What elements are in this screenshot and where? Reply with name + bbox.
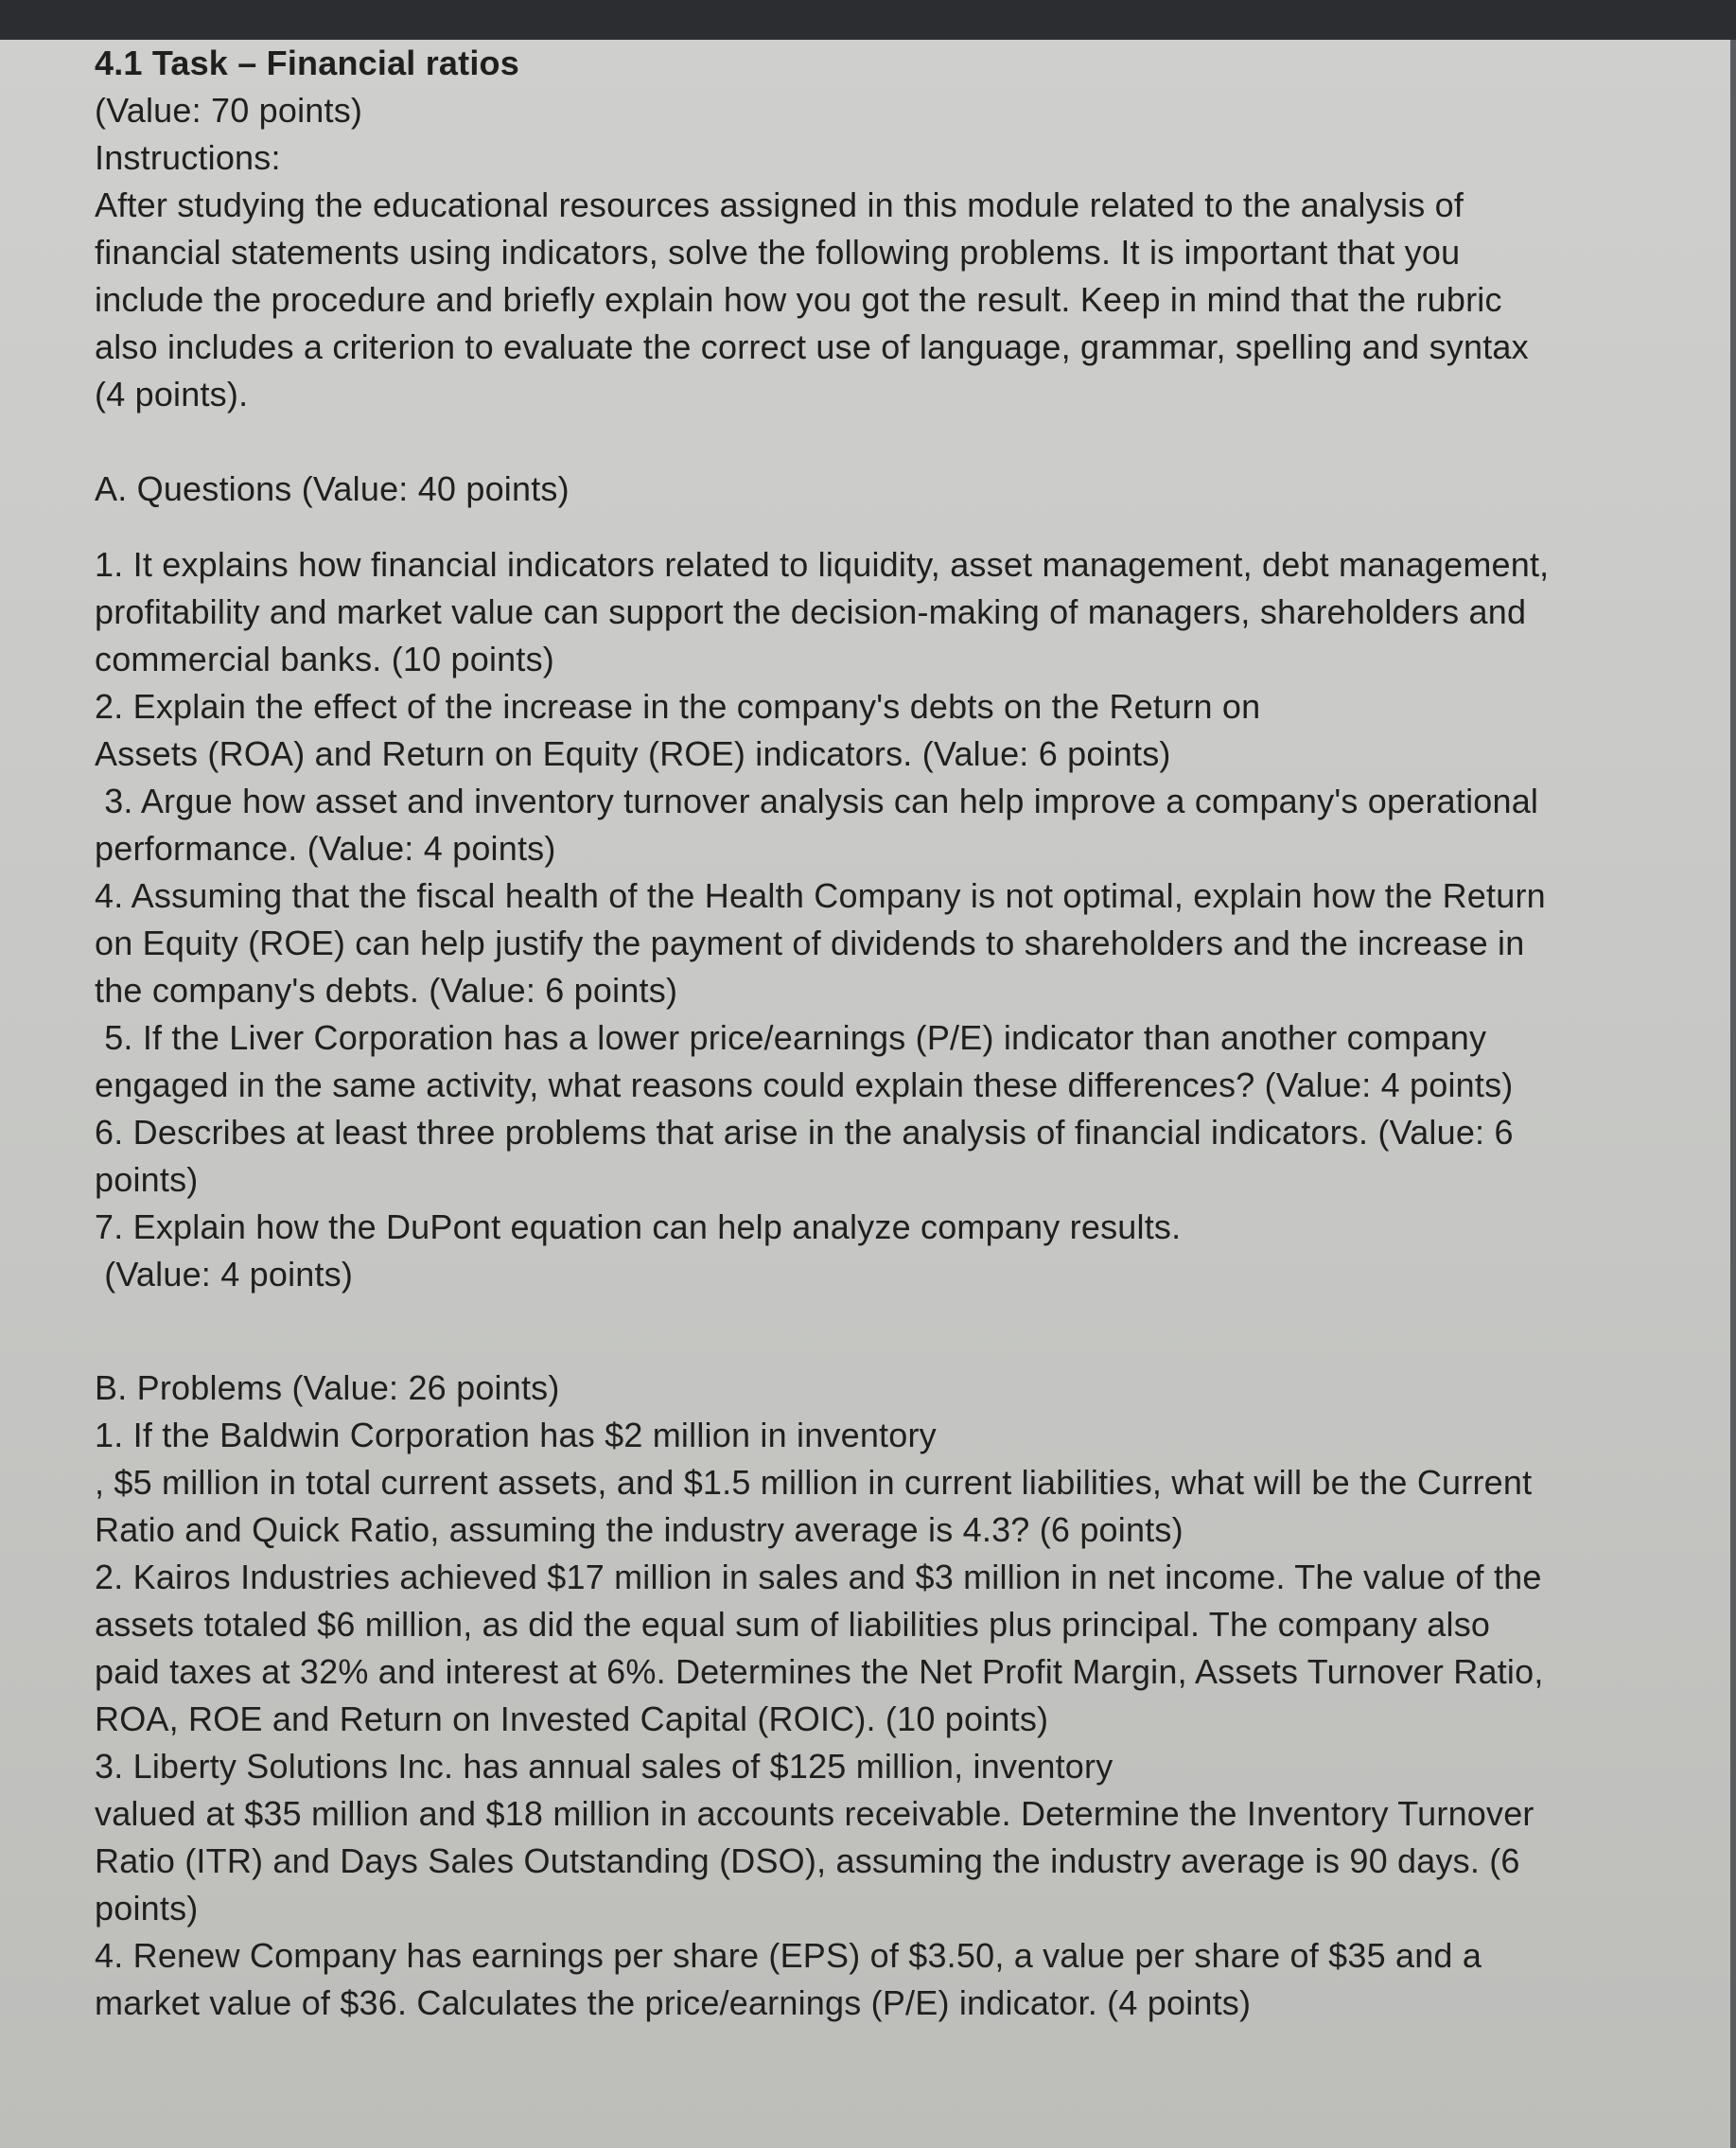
question-line: 3. Argue how asset and inventory turnover analysis can help improve a company's operational — [95, 782, 1539, 820]
section-b-heading: B. Problems (Value: 26 points) — [95, 1368, 560, 1407]
spacer — [95, 513, 1703, 541]
question-line: (Value: 4 points) — [95, 1255, 354, 1294]
question-line: on Equity (ROE) can help justify the payment of dividends to shareholders and the increase in — [95, 924, 1525, 962]
question-line: the company's debts. (Value: 6 points) — [95, 971, 678, 1010]
problem-line: Ratio (ITR) and Days Sales Outstanding (DSO), assuming the industry average is 90 days. (6 — [95, 1841, 1520, 1880]
instructions-line: also includes a criterion to evaluate the correct use of language, grammar, spelling and syntax — [95, 327, 1529, 366]
problem-line: 2. Kairos Industries achieved $17 million in sales and $3 million in net income. The value of the — [95, 1558, 1542, 1596]
task-title: 4.1 Task – Financial ratios — [95, 44, 519, 82]
question-line: performance. (Value: 4 points) — [95, 829, 556, 868]
question-line: 1. It explains how financial indicators related to liquidity, asset management, debt management, — [95, 545, 1550, 584]
problem-line: paid taxes at 32% and interest at 6%. Determines the Net Profit Margin, Assets Turnover Ratio, — [95, 1652, 1544, 1691]
problem-line: , $5 million in total current assets, and $1.5 million in current liabilities, what will be the Current — [95, 1463, 1533, 1502]
problem-line: valued at $35 million and $18 million in accounts receivable. Determine the Inventory Turnover — [95, 1794, 1534, 1833]
instructions-label: Instructions: — [95, 138, 281, 177]
question-line: 2. Explain the effect of the increase in the company's debts on the Return on — [95, 687, 1261, 726]
question-line: engaged in the same activity, what reasons could explain these differences? (Value: 4 points) — [95, 1065, 1514, 1104]
question-line: points) — [95, 1160, 199, 1199]
problem-line: assets totaled $6 million, as did the equal sum of liabilities plus principal. The company also — [95, 1605, 1491, 1644]
document-page — [0, 40, 1730, 2148]
question-line: commercial banks. (10 points) — [95, 640, 554, 678]
problem-line: 4. Renew Company has earnings per share (EPS) of $3.50, a value per share of $35 and a — [95, 1936, 1482, 1975]
question-line: Assets (ROA) and Return on Equity (ROE) indicators. (Value: 6 points) — [95, 734, 1171, 773]
spacer — [95, 1298, 1703, 1365]
question-line: profitability and market value can support the decision-making of managers, shareholders and — [95, 592, 1527, 631]
window-right-edge — [1730, 40, 1736, 2148]
instructions-line: After studying the educational resources assigned in this module related to the analysis of — [95, 185, 1464, 224]
question-line: 5. If the Liver Corporation has a lower price/earnings (P/E) indicator than another company — [95, 1018, 1487, 1057]
problem-line: 1. If the Baldwin Corporation has $2 million in inventory — [95, 1416, 937, 1454]
problem-line: market value of $36. Calculates the price/earnings (P/E) indicator. (4 points) — [95, 1983, 1252, 2022]
document-content — [95, 40, 1703, 2027]
problem-line: Ratio and Quick Ratio, assuming the industry average is 4.3? (6 points) — [95, 1510, 1184, 1549]
spacer — [95, 418, 1703, 466]
problem-line: 3. Liberty Solutions Inc. has annual sales of $125 million, inventory — [95, 1747, 1113, 1786]
question-line: 6. Describes at least three problems that arise in the analysis of financial indicators. (Value: 6 — [95, 1113, 1514, 1152]
instructions-line: financial statements using indicators, solve the following problems. It is important that you — [95, 233, 1461, 272]
instructions-line: include the procedure and briefly explain how you got the result. Keep in mind that the rubric — [95, 280, 1502, 319]
window-top-bar — [0, 0, 1736, 40]
problem-line: points) — [95, 1889, 199, 1928]
task-value: (Value: 70 points) — [95, 91, 363, 130]
problem-line: ROA, ROE and Return on Invested Capital (ROIC). (10 points) — [95, 1699, 1049, 1738]
question-line: 7. Explain how the DuPont equation can help analyze company results. — [95, 1207, 1182, 1246]
instructions-line: (4 points). — [95, 375, 249, 414]
question-line: 4. Assuming that the fiscal health of the Health Company is not optimal, explain how the Return — [95, 876, 1546, 915]
section-a-heading: A. Questions (Value: 40 points) — [95, 469, 570, 508]
